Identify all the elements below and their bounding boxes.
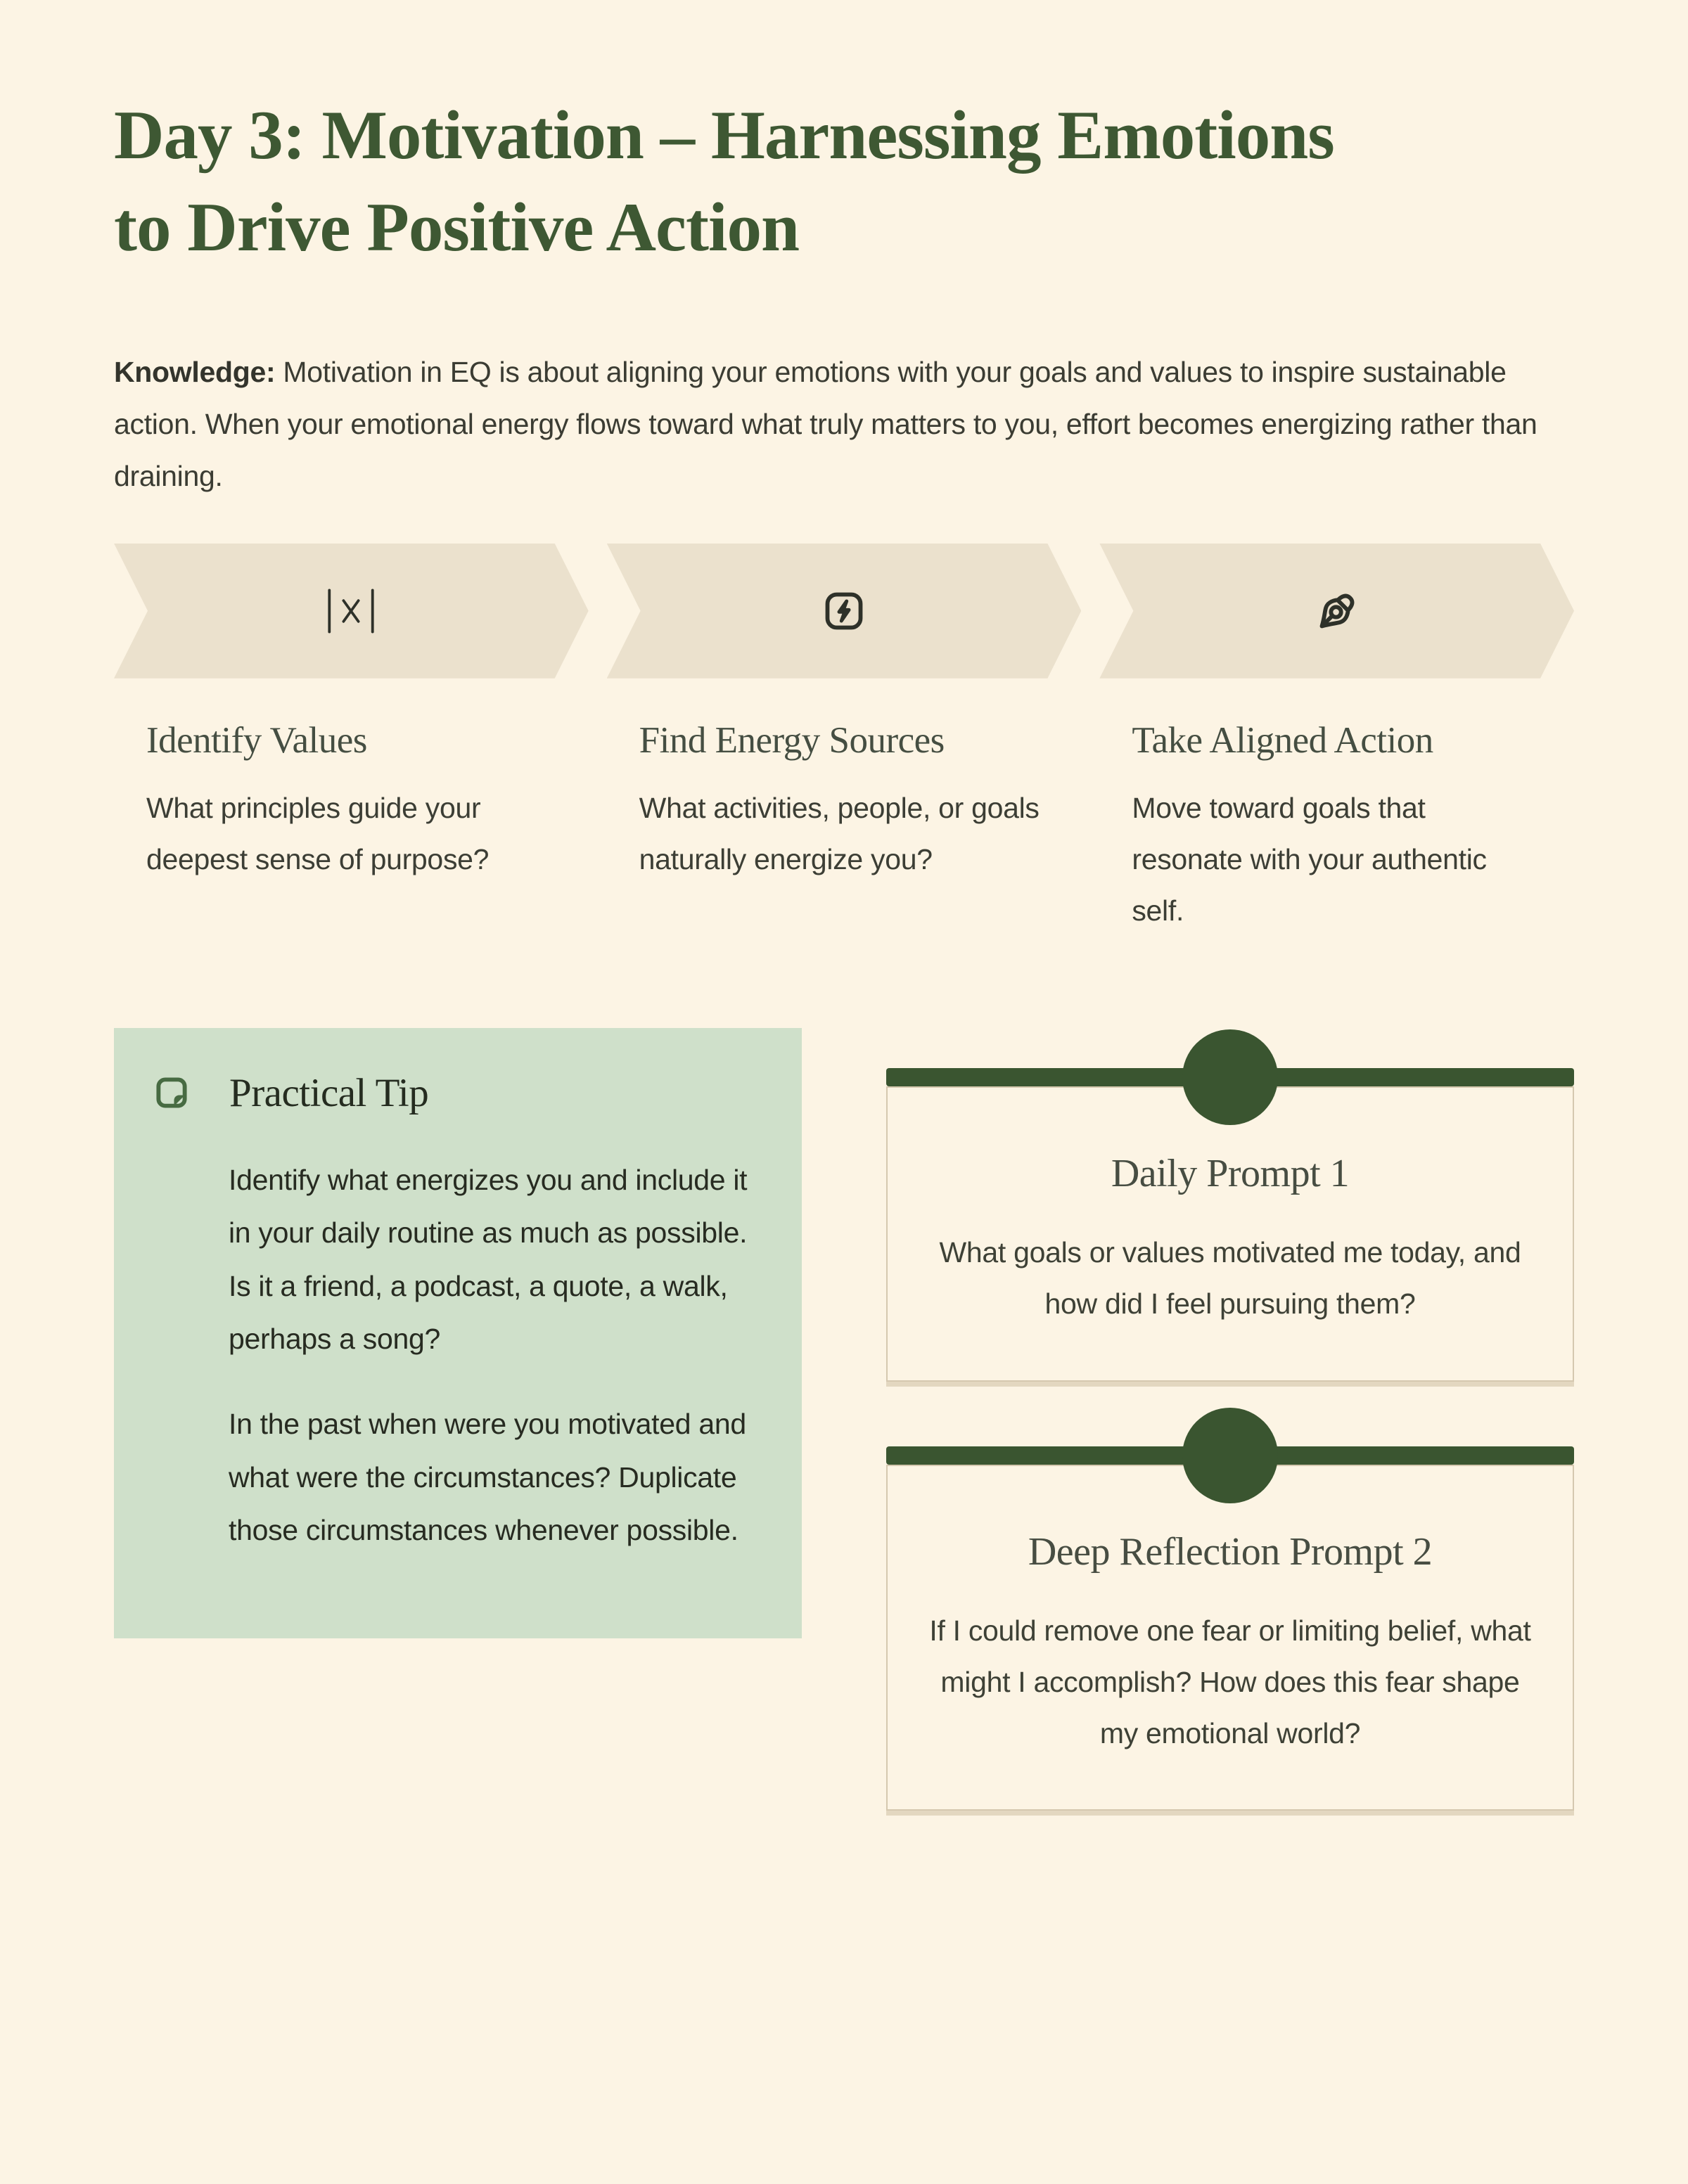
prompt-question: If I could remove one fear or limiting belief, what might I accomplish? How does this fear shape my emotional world? [929,1614,1531,1749]
lightning-square-icon [821,588,867,634]
lower-section [114,1028,1574,1811]
practical-tip-paragraph: In the past when were you motivated and what were the circumstances? Duplicate those circumstances whenever possible. [229,1408,746,1547]
practical-tip-title: Practical Tip [229,1070,429,1115]
prompt-title: Daily Prompt 1 [1111,1151,1350,1195]
page-title: Day 3: Motivation – Harnessing Emotions to Drive Positive Action [114,97,1334,266]
pen-nib-icon [1308,582,1366,640]
practical-tip-box [114,1028,802,1638]
practical-tip-header [153,1070,765,1116]
step-take-action [1099,719,1574,937]
knowledge-text: Motivation in EQ is about aligning your emotions with your goals and values to inspire sustainable action. When your emotional energy flows toward what truly matters to you, effort becomes energizing rather than draining. [114,356,1537,492]
step-description: What activities, people, or goals naturally energize you? [639,791,1040,875]
step-banner-find-energy [607,544,1082,679]
step-title: Find Energy Sources [639,719,945,761]
step-description: What principles guide your deepest sense of purpose? [146,791,490,875]
prompt-title: Deep Reflection Prompt 2 [1028,1529,1433,1574]
deep-reflection-prompt-card [886,1465,1574,1811]
step-title: Identify Values [146,719,367,761]
practical-tip-body [229,1154,765,1557]
knowledge-paragraph [114,347,1574,502]
prompt-accent-circle [1182,1408,1278,1503]
absolute-value-icon [326,588,376,634]
step-title: Take Aligned Action [1132,719,1433,761]
step-find-energy [607,719,1082,937]
daily-prompt-card [886,1086,1574,1382]
note-icon [153,1074,190,1111]
step-description: Move toward goals that resonate with your authentic self. [1132,791,1487,927]
knowledge-label: Knowledge: [114,356,276,389]
step-identify-values [114,719,589,937]
step-banner-take-action [1099,544,1574,679]
steps-banner-row [114,544,1574,679]
practical-tip-paragraph: Identify what energizes you and include it in your daily routine as much as possible. Is it a friend, a podcast, a quote, a walk, perhaps a song? [229,1163,748,1355]
prompt-cards-column [886,1028,1574,1811]
steps-text-row [114,719,1574,937]
prompt-accent-circle [1182,1029,1278,1125]
prompt-question: What goals or values motivated me today, and how did I feel pursuing them? [939,1235,1521,1320]
step-banner-identify-values [114,544,589,679]
